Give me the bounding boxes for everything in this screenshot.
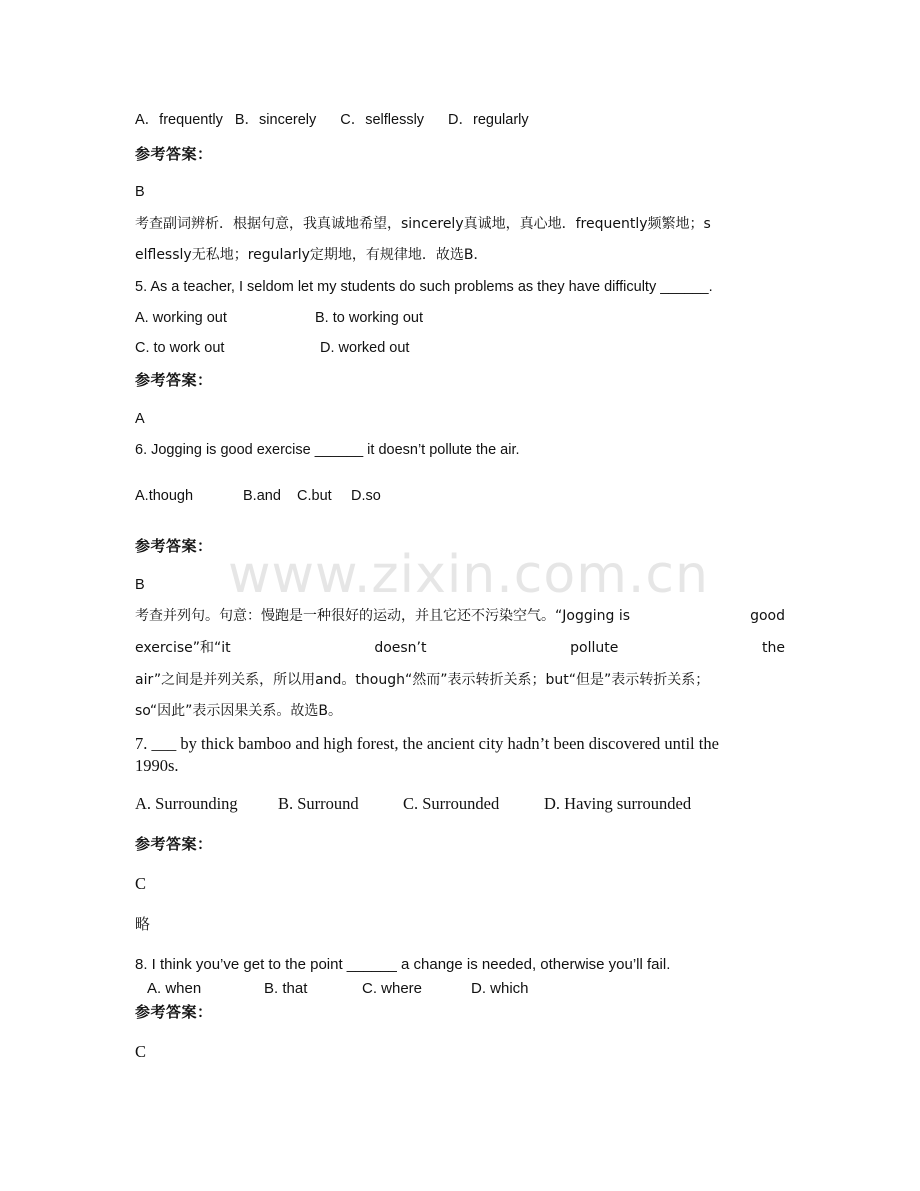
q5-option-a: A. working out bbox=[135, 310, 227, 326]
q8-option-a: A. when bbox=[147, 980, 202, 997]
q4-options bbox=[135, 110, 529, 130]
q8-answer-heading: 参考答案： bbox=[135, 1003, 213, 1021]
q7-option-b: B. Surround bbox=[278, 794, 359, 813]
q6-question: 6. Jogging is good exercise ______ it doesn’t pollute the air. bbox=[135, 442, 520, 458]
q7-option-c: C. Surrounded bbox=[403, 794, 500, 813]
q7-answer-heading: 参考答案： bbox=[135, 835, 213, 853]
q5-answer-heading: 参考答案： bbox=[135, 371, 213, 389]
q8-answer: C bbox=[135, 1042, 147, 1061]
q4-option-d: D．regularly bbox=[448, 112, 529, 128]
q6-answer: B bbox=[135, 577, 145, 593]
q5-option-b: B. to working out bbox=[315, 310, 423, 326]
q5-option-d: D. worked out bbox=[320, 340, 410, 356]
q7-option-a: A. Surrounding bbox=[135, 794, 238, 813]
q6-answer-heading: 参考答案： bbox=[135, 537, 213, 555]
q6-explanation-line1 bbox=[135, 606, 785, 626]
q7-question-line2: 1990s. bbox=[135, 756, 179, 775]
q4-answer: B bbox=[135, 184, 145, 200]
q6-explanation-line4: so“因此”表示因果关系。故选B。 bbox=[135, 703, 342, 719]
q6-explanation-line3: air”之间是并列关系，所以用and。though“然而”表示转折关系；but“但是”表示转折关系； bbox=[135, 672, 710, 688]
q8-option-b: B. that bbox=[264, 980, 308, 997]
q8-option-c: C. where bbox=[362, 980, 423, 997]
watermark: www.zixin.com.cn bbox=[228, 545, 709, 605]
q4-explanation-line1: 考查副词辨析．根据句意，我真诚地希望，sincerely真诚地，真心地．frequently频繁地；s bbox=[135, 216, 711, 232]
q8-option-d: D. which bbox=[471, 980, 529, 997]
q5-options-row2 bbox=[135, 338, 409, 358]
q7-explanation: 略 bbox=[135, 915, 151, 933]
q6-option-d: D.so bbox=[351, 488, 381, 504]
q5-question: 5. As a teacher, I seldom let my students do such problems as they have difficulty ______. bbox=[135, 279, 713, 295]
q7-question-line1: 7. ___ by thick bamboo and high forest, the ancient city hadn’t been discovered until the bbox=[135, 734, 719, 753]
q7-answer: C bbox=[135, 874, 147, 893]
q5-answer: A bbox=[135, 411, 145, 427]
q4-explanation-line2: elflessly无私地；regularly定期地，有规律地．故选B． bbox=[135, 247, 488, 263]
q6-option-c: C.but bbox=[297, 488, 332, 504]
q5-options-row1 bbox=[135, 308, 423, 328]
q7-option-d: D. Having surrounded bbox=[544, 794, 692, 813]
q6-explanation-word: pollute bbox=[570, 640, 619, 656]
q4-option-b: B．sincerely bbox=[234, 112, 317, 128]
q6-option-a: A.though bbox=[135, 488, 194, 504]
q6-option-b: B.and bbox=[243, 488, 281, 504]
q6-options bbox=[135, 486, 381, 506]
q6-explanation-word: the bbox=[761, 640, 785, 656]
q6-explanation-line1-text: 考查并列句。句意：慢跑是一种很好的运动，并且它还不污染空气。“Jogging is bbox=[135, 608, 631, 624]
q5-option-c: C. to work out bbox=[135, 340, 225, 356]
q4-option-c: C．selflessly bbox=[340, 112, 425, 128]
q6-explanation-line1-end: good bbox=[750, 608, 785, 624]
q4-option-a: A．frequently bbox=[135, 112, 223, 128]
q6-explanation-word: exercise”和“it bbox=[135, 640, 231, 656]
q8-question: 8. I think you’ve get to the point ______ a change is needed, otherwise you’ll fail. bbox=[135, 956, 671, 973]
q7-options bbox=[135, 794, 691, 814]
q4-answer-heading: 参考答案： bbox=[135, 145, 213, 163]
q8-options bbox=[147, 979, 529, 999]
q6-explanation-line2 bbox=[135, 638, 785, 658]
q6-explanation-word: doesn’t bbox=[374, 640, 427, 656]
